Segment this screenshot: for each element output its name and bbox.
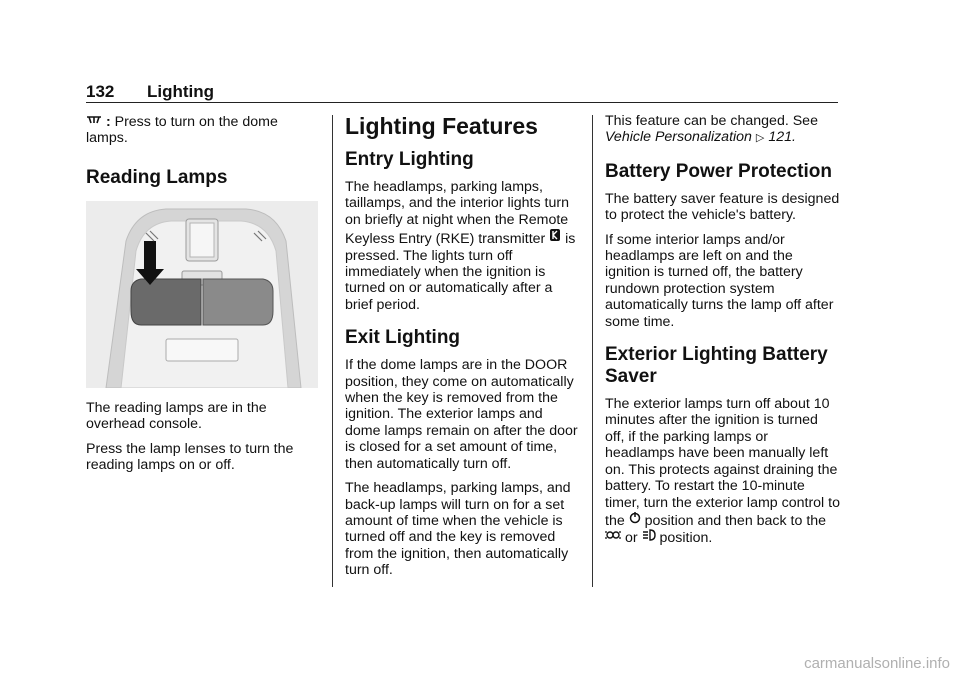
battery-saver-heading: Exterior Lighting Battery Saver bbox=[605, 344, 828, 388]
saver-text-c: position. bbox=[659, 530, 713, 547]
entry-text-b: is pressed. The lights turn off immediately when the ignition is turned on or automatically after a brief period. bbox=[345, 231, 576, 313]
change-paragraph: This feature can be changed. See Vehicle Personalization ▷ 121. bbox=[605, 113, 818, 146]
lighting-features-heading: Lighting Features bbox=[345, 113, 538, 139]
entry-lighting-heading: Entry Lighting bbox=[345, 149, 474, 170]
saver-paragraph bbox=[605, 396, 840, 547]
column-divider-right bbox=[592, 115, 593, 587]
reading-paragraph-1: The reading lamps are in the overhead console. bbox=[86, 399, 267, 433]
header-rule bbox=[86, 102, 838, 103]
column-middle bbox=[345, 113, 581, 587]
battery-paragraph-1: The battery saver feature is designed to protect the vehicle's battery. bbox=[605, 190, 840, 224]
off-position-icon bbox=[629, 511, 641, 528]
reading-paragraph-2: Press the lamp lenses to turn the reading lamps on or off. bbox=[86, 440, 294, 474]
saver-text-a: The exterior lamps turn off about 10 minutes after the ignition is turned off, if the parking lamps or headlamps have been manually left on. This protects against draining the battery. To restart the 10-minute timer, turn the exterior lamp control to the bbox=[605, 396, 840, 529]
dome-text: Press to turn on the dome lamps. bbox=[86, 114, 278, 147]
page-ref-icon: ▷ bbox=[755, 132, 765, 145]
entry-paragraph bbox=[345, 179, 581, 313]
dome-lamp-icon bbox=[86, 113, 102, 129]
exit-paragraph-2: The headlamps, parking lamps, and back-up lamps will turn on for a set amount of time when the vehicle is turned off and the key is removed from the ignition, then automatically turn off. bbox=[345, 480, 571, 579]
battery-paragraph-2: If some interior lamps and/or headlamps are left on and the ignition is turned off, the battery rundown protection system automatically turns the lamp off after some time. bbox=[605, 231, 834, 330]
watermark: carmanualsonline.info bbox=[804, 655, 950, 672]
page-number: 132 bbox=[86, 82, 115, 101]
headlamp-icon bbox=[642, 529, 656, 545]
personalization-link[interactable]: Vehicle Personalization bbox=[605, 129, 752, 146]
column-left bbox=[86, 113, 320, 481]
column-right bbox=[605, 113, 840, 555]
saver-or: or bbox=[624, 530, 638, 547]
reading-lamps-figure bbox=[86, 201, 318, 388]
exit-paragraph-1: If the dome lamps are in the DOOR position, they come on automatically when the key is removed from the ignition. The exterior lamps and dome lamps remain on after the door is closed for a set amount of time, then automatically turn off. bbox=[345, 357, 578, 472]
parking-lamp-icon bbox=[605, 529, 621, 545]
change-text: This feature can be changed. See bbox=[605, 113, 818, 129]
section-title: Lighting bbox=[147, 82, 215, 101]
entry-text-a: The headlamps, parking lamps, taillamps, and the interior lights turn on briefly at night when the Remote Keyless Entry (RKE) transmitter bbox=[345, 179, 569, 248]
reading-lamps-heading: Reading Lamps bbox=[86, 166, 228, 188]
dome-paragraph: : Press to turn on the dome lamps. bbox=[86, 114, 278, 147]
saver-text-b: position and then back to the bbox=[644, 512, 827, 529]
page-header bbox=[86, 82, 838, 104]
battery-protection-heading: Battery Power Protection bbox=[605, 160, 832, 182]
page-ref-number[interactable]: 121 bbox=[768, 129, 792, 146]
keyfob-icon bbox=[549, 228, 561, 246]
exit-lighting-heading: Exit Lighting bbox=[345, 327, 461, 349]
column-divider-left bbox=[332, 115, 333, 587]
